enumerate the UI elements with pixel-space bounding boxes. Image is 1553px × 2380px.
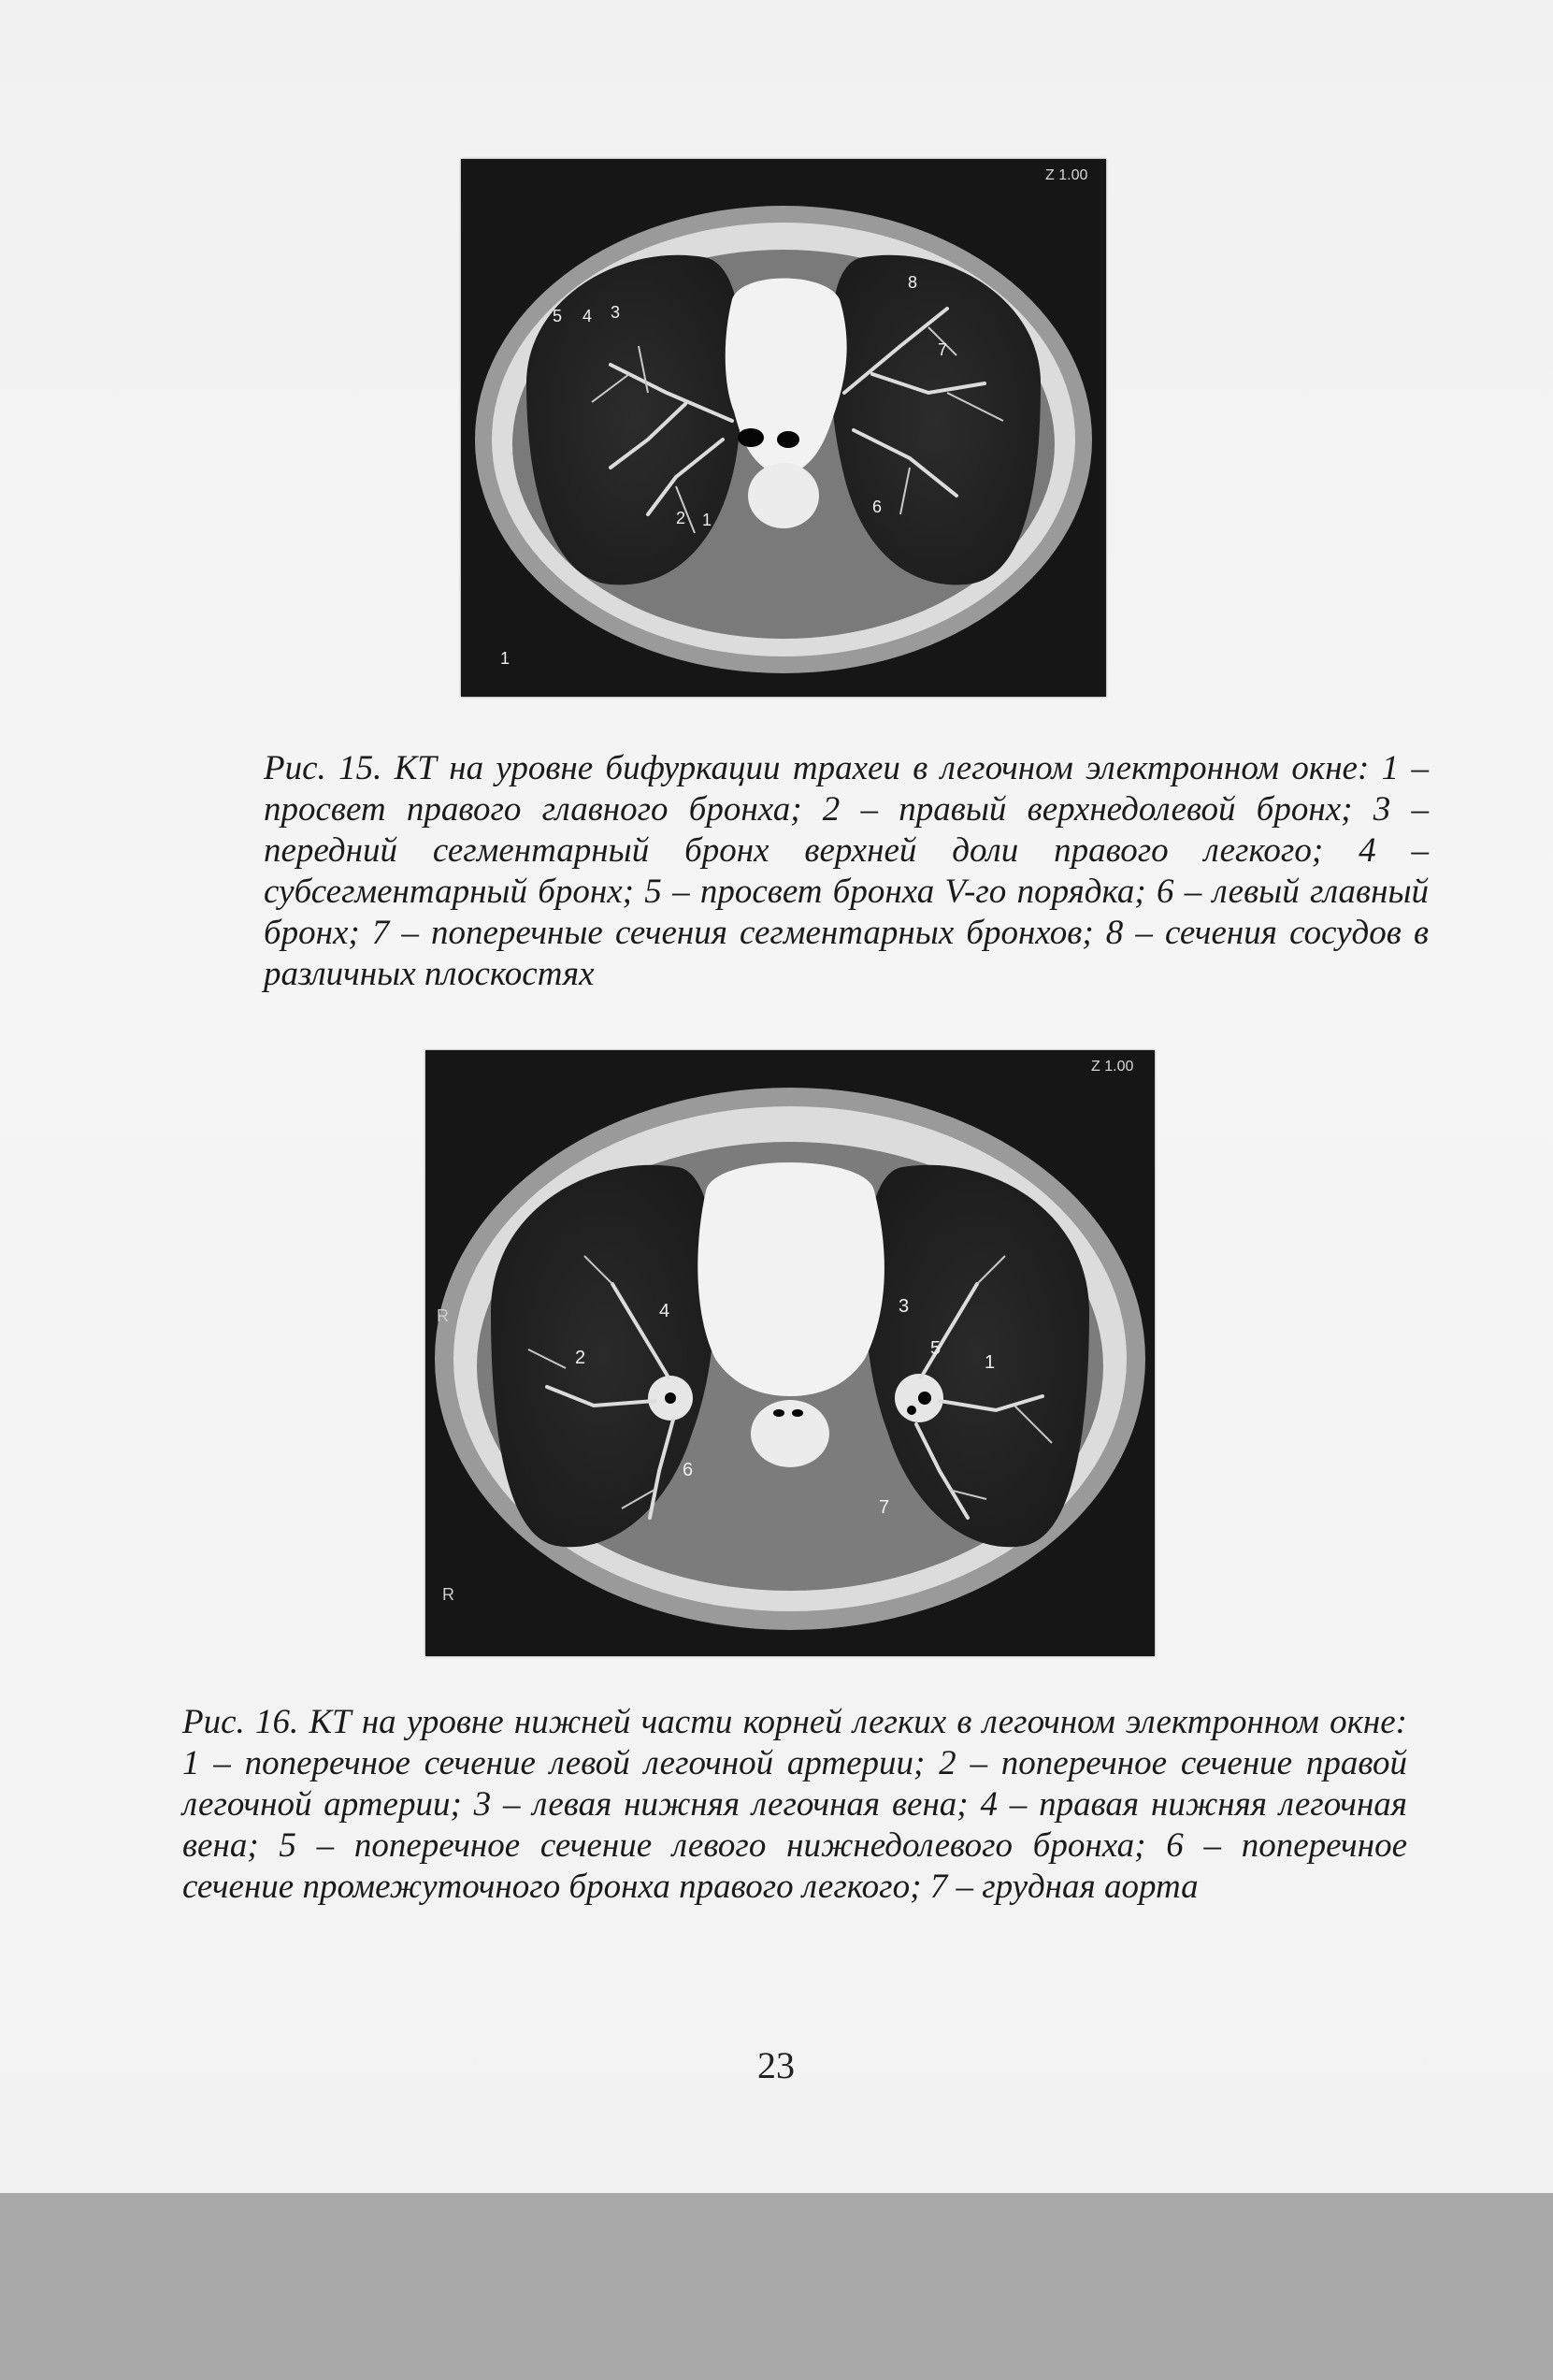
figure-16-caption bbox=[182, 1702, 1407, 1908]
ct-label: 1 bbox=[500, 649, 510, 668]
figure-16-caption-text: Рис. 16. КТ на уровне нижней части корней легких в легочном электронном окне: 1 – поперечное сечение левой легочной артерии; 2 – поперечное сечение правой легочной артерии; 3 – левая нижняя легочная вена; 4 – правая нижняя легочная вена; 5 – поперечное сечение левого нижнедолевого бронха; 6 – поперечное сечение промежуточного бронха правого легкого; 7 – грудная аорта bbox=[182, 1703, 1407, 1906]
ct-label: 3 bbox=[899, 1296, 910, 1317]
ct-label: 4 bbox=[659, 1301, 670, 1321]
ct-label: 1 bbox=[985, 1352, 996, 1373]
ct-label: 1 bbox=[702, 511, 712, 529]
ct-label: 3 bbox=[611, 303, 621, 322]
ct-label: 4 bbox=[582, 307, 593, 325]
ct-label: R bbox=[442, 1585, 454, 1604]
scan-bottom-margin bbox=[0, 2193, 1553, 2380]
figure-15-caption bbox=[264, 748, 1429, 995]
ct-label: 6 bbox=[683, 1460, 694, 1480]
ct-label: 7 bbox=[938, 340, 948, 359]
ct-label: 6 bbox=[872, 498, 883, 516]
page-number: 23 bbox=[757, 2044, 795, 2086]
figure-15-caption-text: Рис. 15. КТ на уровне бифуркации трахеи в легочном электронном окне: 1 – просвет правого главного бронха; 2 – правый верхнедолевой бронх; 3 – передний сегментарный бронх верхней доли правого легкого; 4 – субсегментарный бронх; 5 – просвет бронха V-го порядка; 6 – левый главный бронх; 7 – поперечные сечения сегментарных бронхов; 8 – сечения сосудов в различных плоскостях bbox=[264, 749, 1429, 993]
ct-label: R bbox=[437, 1306, 449, 1325]
ct-label: 5 bbox=[930, 1338, 942, 1359]
ct-label: 5 bbox=[553, 307, 563, 325]
ct-label: 2 bbox=[676, 509, 686, 527]
ct-corner-text: Z 1.00 bbox=[1091, 1059, 1134, 1075]
ct-image-figure-16 bbox=[425, 1050, 1155, 1656]
ct-label: 8 bbox=[908, 273, 918, 292]
ct-image-figure-15 bbox=[461, 159, 1106, 697]
ct-corner-text: Z 1.00 bbox=[1045, 167, 1088, 183]
ct-label: 7 bbox=[879, 1497, 890, 1518]
ct-label: 2 bbox=[575, 1348, 586, 1368]
